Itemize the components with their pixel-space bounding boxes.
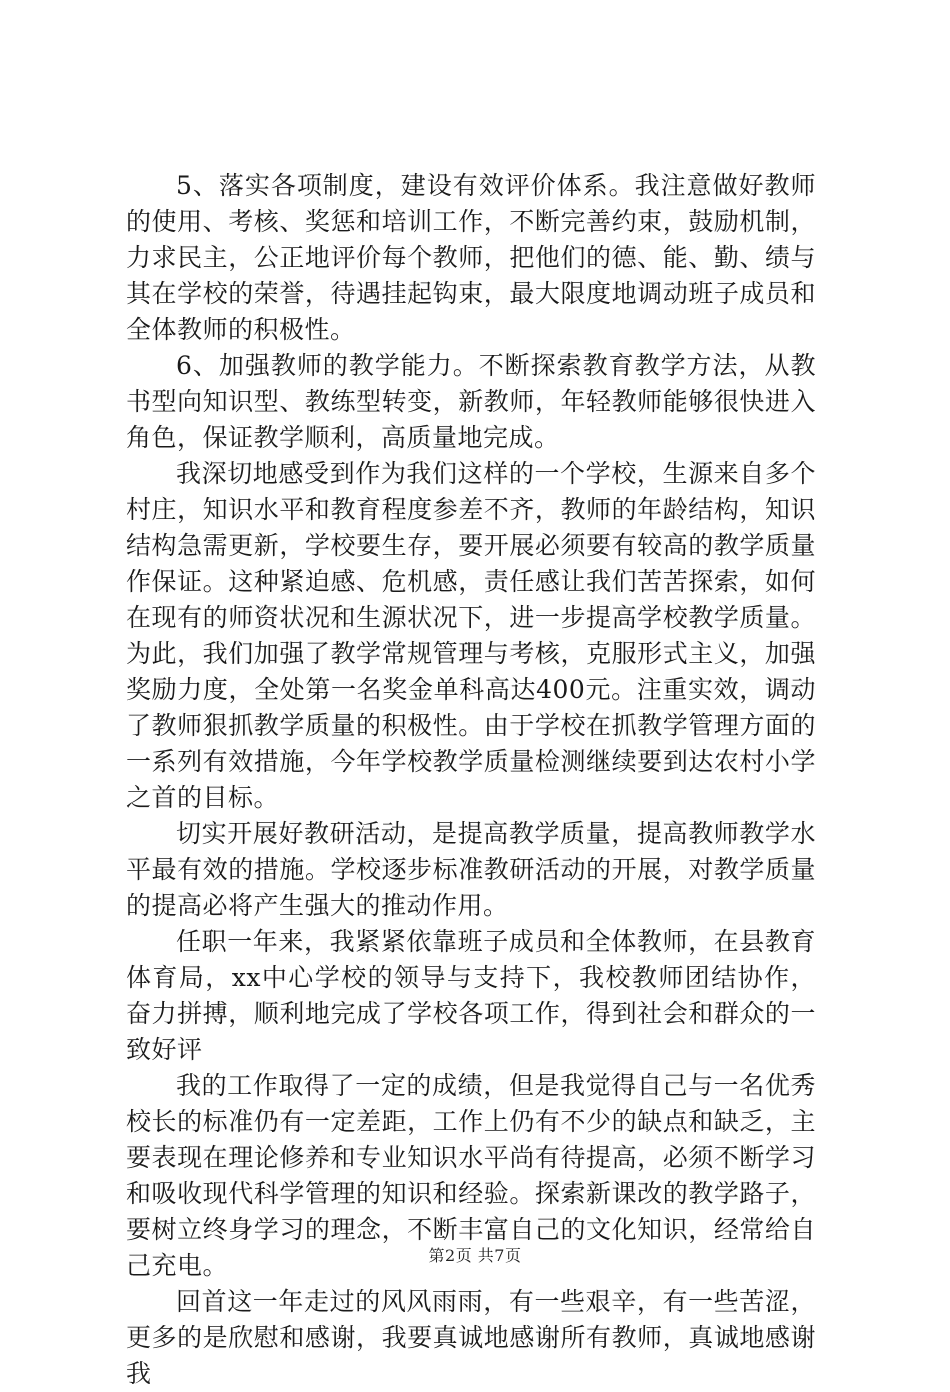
- paragraph-1: 5、落实各项制度，建设有效评价体系。我注意做好教师的使用、考核、奖惩和培训工作，不断完善约束，鼓励机制，力求民主，公正地评价每个教师，把他们的德、能、勤、绩与其在学校的荣誉，待遇挂起钩束，最大限度地调动班子成员和全体教师的积极性。: [126, 171, 816, 344]
- paragraph-4: 切实开展好教研活动，是提高教学质量，提高教师教学水平最有效的措施。学校逐步标准教研活动的开展，对教学质量的提高必将产生强大的推动作用。: [126, 819, 816, 920]
- page-number-footer: 第2页 共7页: [428, 1246, 522, 1265]
- document-body: [126, 168, 816, 1392]
- paragraph-3: 我深切地感受到作为我们这样的一个学校，生源来自多个村庄，知识水平和教育程度参差不齐，教师的年龄结构，知识结构急需更新，学校要生存，要开展必须要有较高的教学质量作保证。这种紧迫感、危机感，责任感让我们苦苦探索，如何在现有的师资状况和生源状况下，进一步提高学校教学质量。为此，我们加强了教学常规管理与考核，克服形式主义，加强奖励力度，全处第一名奖金单科高达400元。注重实效，调动了教师狠抓教学质量的积极性。由于学校在抓教学管理方面的一系列有效措施，今年学校教学质量检测继续要到达农村小学之首的目标。: [126, 459, 816, 812]
- paragraph-7: 回首这一年走过的风风雨雨，有一些艰辛，有一些苦涩，更多的是欣慰和感谢，我要真诚地感谢所有教师，真诚地感谢我: [126, 1287, 816, 1388]
- paragraph-6: 我的工作取得了一定的成绩，但是我觉得自己与一名优秀校长的标准仍有一定差距，工作上仍有不少的缺点和缺乏，主要表现在理论修养和专业知识水平尚有待提高，必须不断学习和吸收现代科学管理的知识和经验。探索新课改的教学路子，要树立终身学习的理念，不断丰富自己的文化知识，经常给自己充电。: [126, 1071, 816, 1280]
- paragraph-5: 任职一年来，我紧紧依靠班子成员和全体教师，在县教育体育局，xx中心学校的领导与支持下，我校教师团结协作，奋力拼搏，顺利地完成了学校各项工作，得到社会和群众的一致好评: [126, 927, 816, 1064]
- paragraph-2: 6、加强教师的教学能力。不断探索教育教学方法，从教书型向知识型、教练型转变，新教师，年轻教师能够很快进入角色，保证教学顺利，高质量地完成。: [126, 351, 816, 452]
